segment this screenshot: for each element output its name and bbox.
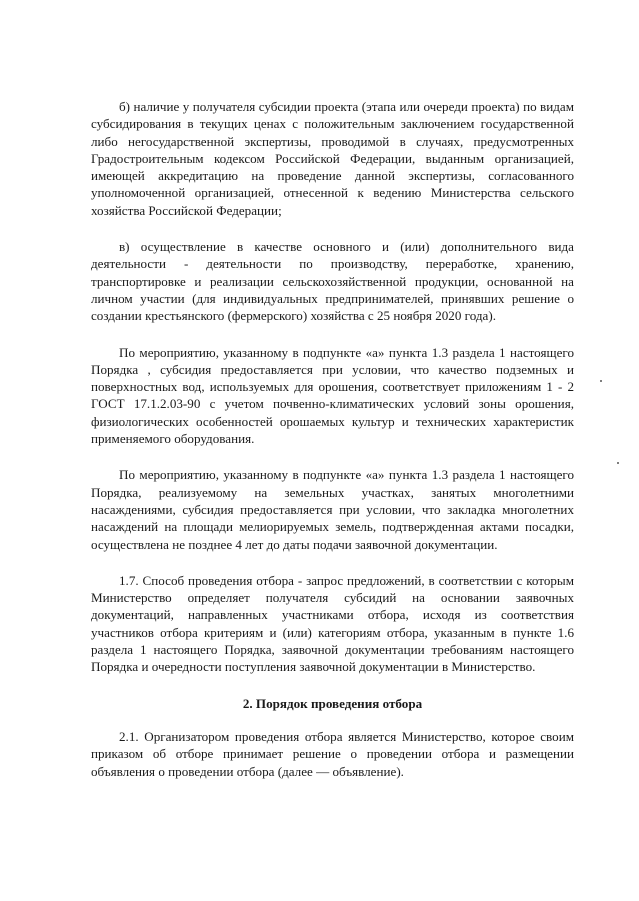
document-body <box>91 98 574 799</box>
scan-speck <box>600 380 602 382</box>
paragraph-subitem-v: в) осуществление в качестве основного и (или) дополнительного вида деятельности - деятельности по производству, переработке, хранению, транспортировке и реализации сельскохозяйственной продукции, основанной на личном участии (для индивидуальных предпринимателей, принявших решение о создании крестьянского (фермерского) хозяйства с 25 ноября 2020 года). <box>91 239 574 324</box>
paragraph-subitem-b: б) наличие у получателя субсидии проекта (этапа или очереди проекта) по видам субсидирования в текущих ценах с положительным заключением государственной либо негосударственной экспертизы, проводимой в случаях, предусмотренных Градостроительным кодексом Российской Федерации, выданным организацией, имеющей аккредитацию на проведение данной экспертизы, согласованного уполномоченной организацией, отнесенной к ведению Министерства сельского хозяйства Российской Федерации; <box>91 99 574 218</box>
scan-speck <box>617 462 619 464</box>
paragraph-irrigation-water-quality: По мероприятию, указанному в подпункте «а» пункта 1.3 раздела 1 настоящего Порядка , субсидия предоставляется при условии, что качество подземных и поверхностных вод, используемых для орошения, соответствует приложениям 1 - 2 ГОСТ 17.1.2.03-90 с учетом почвенно-климатических условий зоны орошения, физиологических особенностей орошаемых культур и технических характеристик применяемого оборудования. <box>91 344 574 447</box>
paragraph-perennial-plantings: По мероприятию, указанному в подпункте «а» пункта 1.3 раздела 1 настоящего Порядка, реализуемому на земельных участках, занятых многолетними насаждениями, субсидия предоставляется при условии, что закладка многолетних насаждений на площади мелиорируемых земель, подтвержденная актами посадки, осуществлена не позднее 4 лет до даты подачи заявочной документации. <box>91 467 574 552</box>
paragraph-1-7-selection-method: 1.7. Способ проведения отбора - запрос предложений, в соответствии с которым Министерство определяет получателя субсидий на основании заявочных документаций, направленных участниками отбора, исходя из соответствия участников отбора критериям и (или) категориям отбора, указанным в пункте 1.6 раздела 1 настоящего Порядка, заявочной документации требованиям настоящего Порядка и очередности поступления заявочной документации в Министерство. <box>91 572 574 675</box>
paragraph-2-1-organizer: 2.1. Организатором проведения отбора является Министерство, которое своим приказом об отборе принимает решение о проведении отбора и размещении объявления о проведении отбора (далее — объявление). <box>91 728 574 779</box>
section-heading: 2. Порядок проведения отбора <box>242 695 423 711</box>
